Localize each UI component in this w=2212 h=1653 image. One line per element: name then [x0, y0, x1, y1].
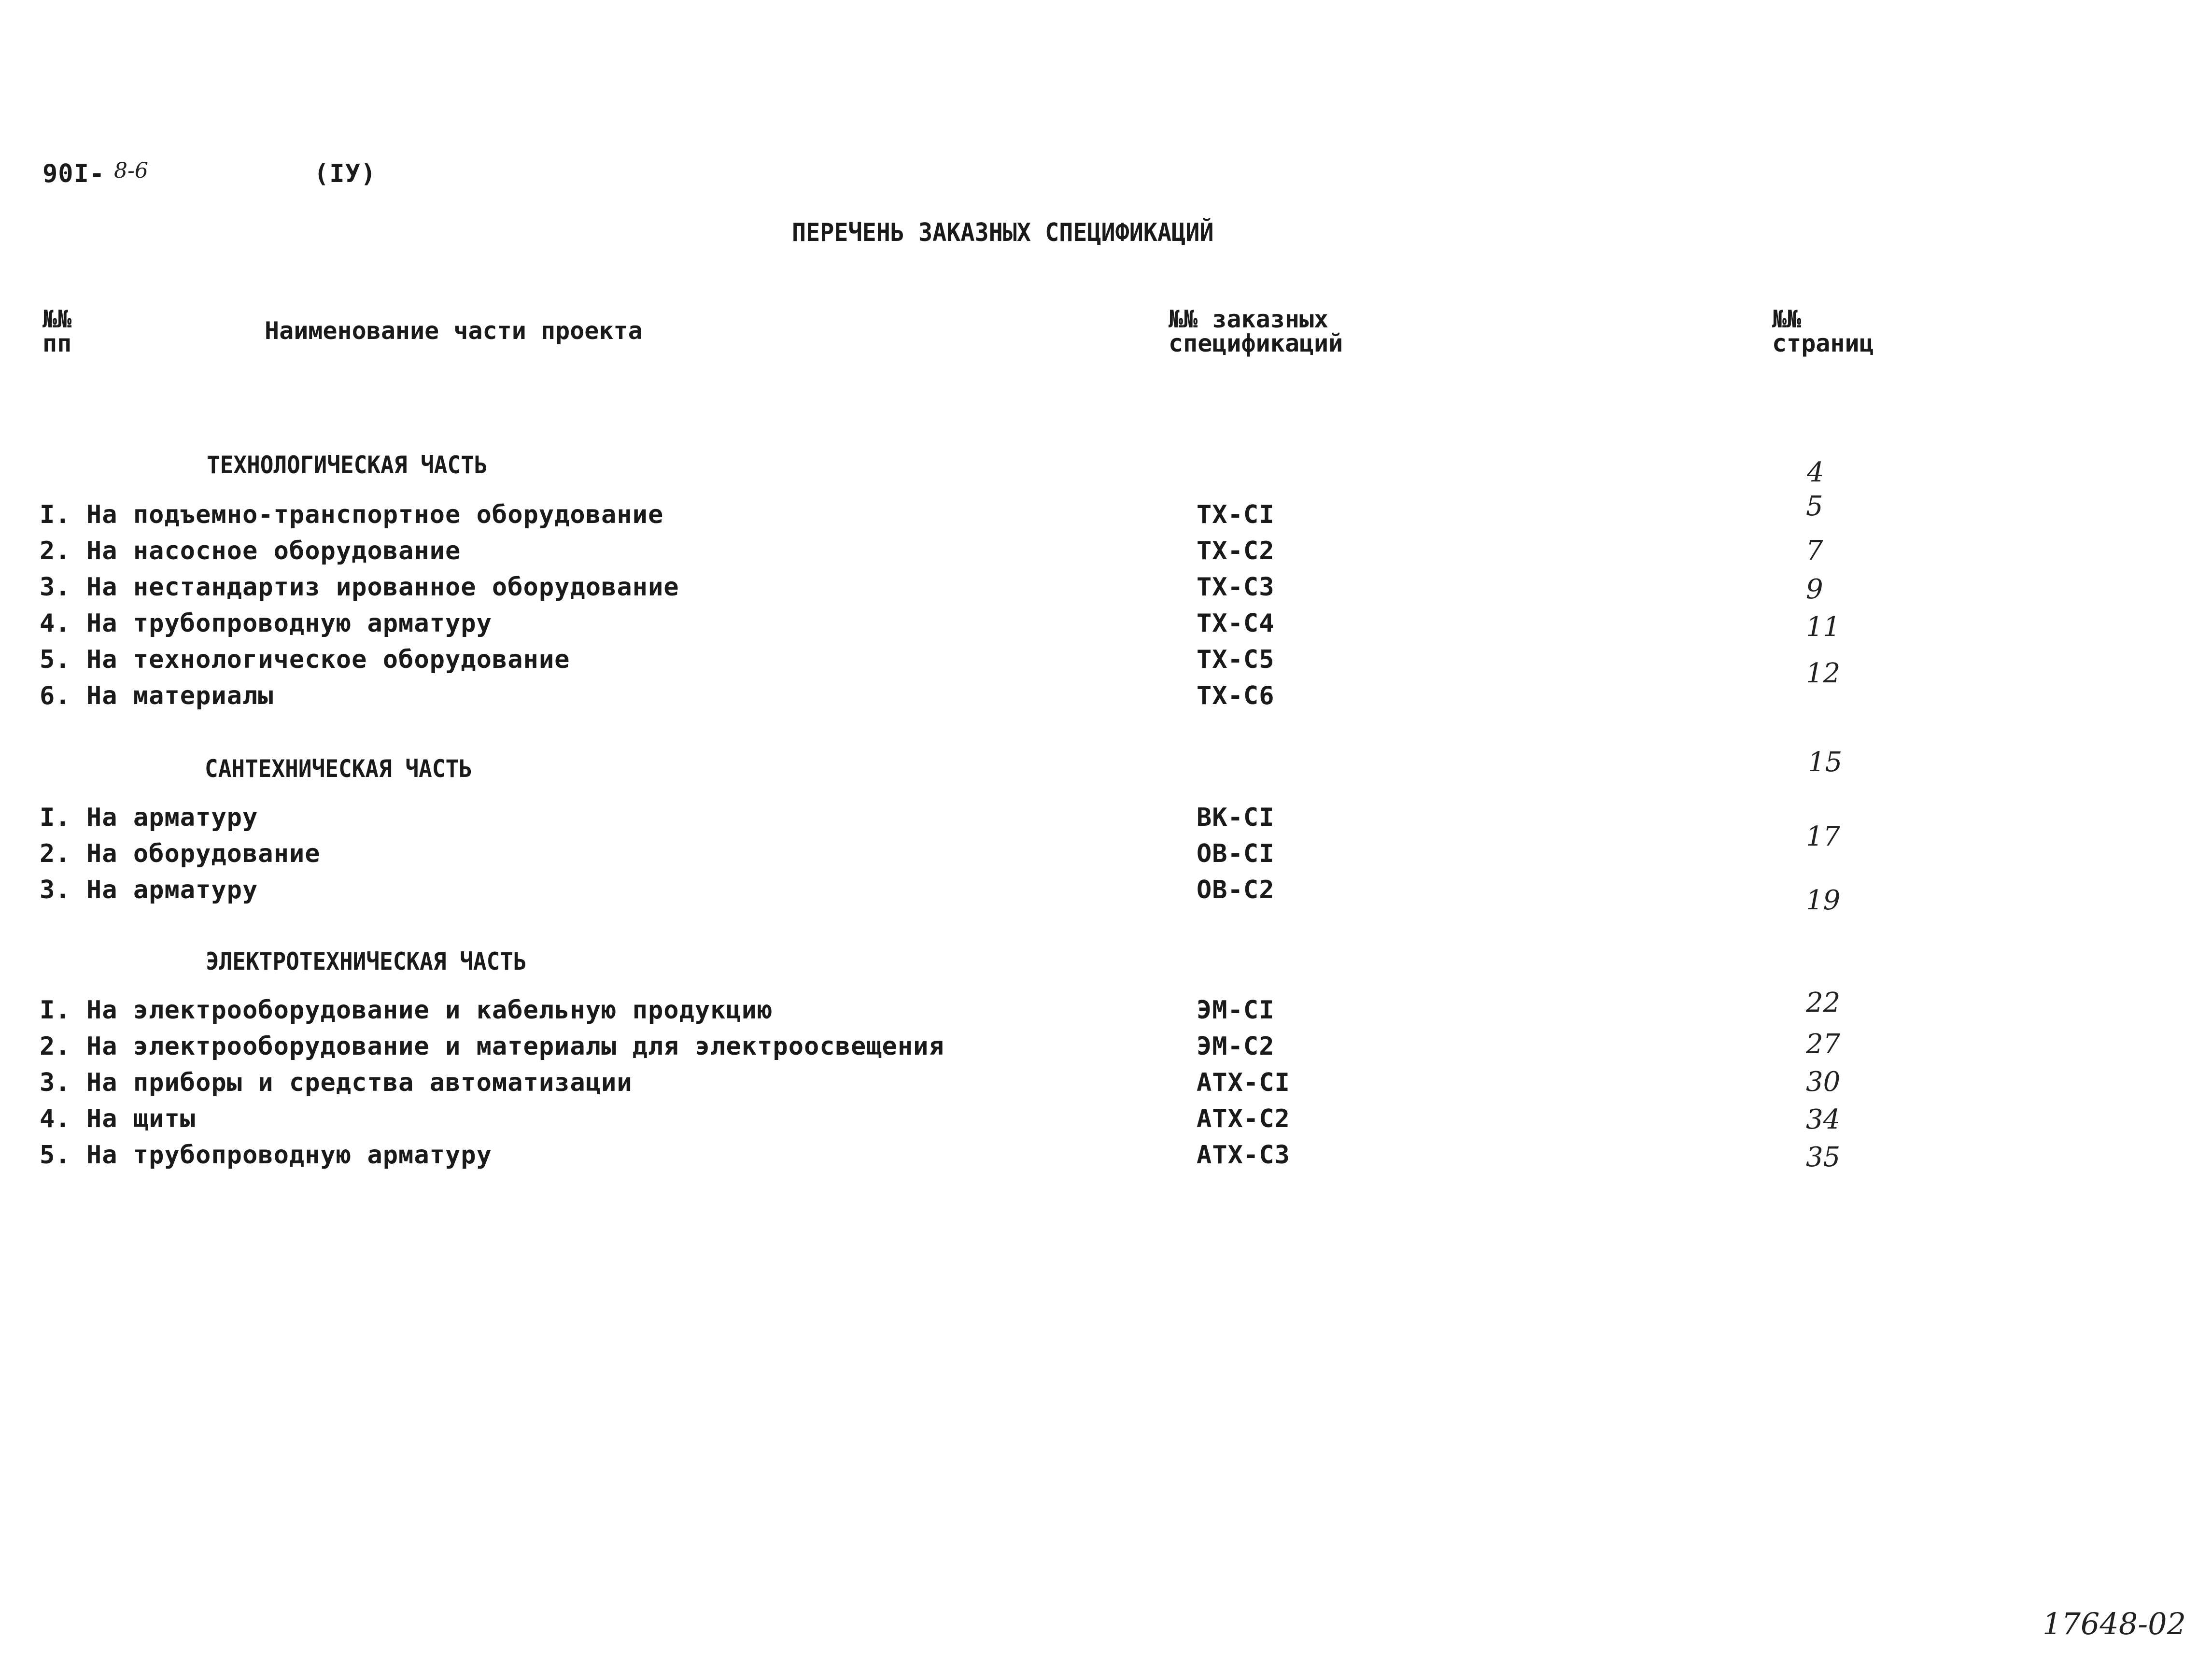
page-number: 17 — [1806, 821, 1841, 852]
section-title-electrical: ЭЛЕКТРОТЕХНИЧЕСКАЯ ЧАСТЬ — [206, 947, 527, 975]
section-title-sanitary: САНТЕХНИЧЕСКАЯ ЧАСТЬ — [205, 755, 472, 783]
spec-code: ТХ-С3 — [1197, 573, 1275, 602]
spec-code: ТХ-С6 — [1197, 681, 1275, 710]
list-item: 3. На арматуру — [40, 876, 258, 904]
col-num-header: №№ пп — [42, 305, 72, 357]
list-item: 5. На технологическое оборудование — [40, 645, 570, 674]
spec-code: АТХ-С3 — [1197, 1141, 1290, 1170]
page-number: 30 — [1806, 1066, 1841, 1098]
series-handwritten: 8-6 — [114, 158, 148, 183]
list-item: 2. На электрооборудование и материалы для электроосвещения — [40, 1032, 944, 1061]
list-item: 4. На трубопроводную арматуру — [40, 609, 492, 638]
spec-code: ТХ-С5 — [1197, 645, 1275, 674]
stamp-number: 17648-02 — [2043, 1606, 2186, 1641]
page-number: 19 — [1806, 885, 1841, 916]
page-number: 4 — [1807, 457, 1824, 488]
list-item: 3. На нестандартиз ированное оборудование — [40, 573, 679, 602]
page-number: 5 — [1806, 491, 1823, 522]
list-item: I. На электрооборудование и кабельную продукцию — [40, 996, 773, 1025]
page-number: 35 — [1806, 1142, 1841, 1173]
page-number: 12 — [1806, 658, 1841, 689]
col-pages-header: №№ страниц — [1772, 305, 1874, 357]
page-number: 7 — [1806, 535, 1823, 566]
spec-code: ТХ-СI — [1197, 500, 1275, 529]
list-item: 2. На оборудование — [40, 839, 321, 868]
series-number: 90I- — [42, 159, 105, 188]
list-item: 6. На материалы — [40, 681, 274, 710]
spec-code: ОВ-С2 — [1197, 876, 1275, 904]
col-spec-header: №№ заказных спецификаций — [1169, 305, 1343, 357]
list-item: 4. На щиты — [40, 1104, 196, 1133]
spec-code: ОВ-СI — [1197, 839, 1275, 868]
col-name-header: Наименование части проекта — [265, 317, 643, 345]
page-number: 11 — [1806, 611, 1841, 643]
spec-code: ТХ-С2 — [1197, 537, 1275, 565]
volume-number: (IУ) — [314, 159, 377, 188]
page-number: 9 — [1806, 574, 1823, 605]
spec-code: АТХ-СI — [1197, 1068, 1290, 1097]
page-number: 22 — [1806, 987, 1841, 1018]
spec-code: ТХ-С4 — [1197, 609, 1275, 638]
page-number: 15 — [1808, 747, 1843, 778]
spec-code: ЭМ-С2 — [1197, 1032, 1275, 1061]
spec-code: ЭМ-СI — [1197, 996, 1275, 1025]
list-item: 5. На трубопроводную арматуру — [40, 1141, 492, 1170]
list-item: I. На подъемно-транспортное оборудование — [40, 500, 664, 529]
list-item: 3. На приборы и средства автоматизации — [40, 1068, 633, 1097]
spec-code: ВК-СI — [1197, 803, 1275, 832]
list-item: I. На арматуру — [40, 803, 258, 832]
document-title: ПЕРЕЧЕНЬ ЗАКАЗНЫХ СПЕЦИФИКАЦИЙ — [792, 218, 1214, 247]
section-title-technological: ТЕХНОЛОГИЧЕСКАЯ ЧАСТЬ — [207, 451, 488, 479]
page-number: 27 — [1806, 1029, 1841, 1060]
spec-code: АТХ-С2 — [1197, 1104, 1290, 1133]
page-number: 34 — [1806, 1104, 1841, 1135]
list-item: 2. На насосное оборудование — [40, 537, 461, 565]
